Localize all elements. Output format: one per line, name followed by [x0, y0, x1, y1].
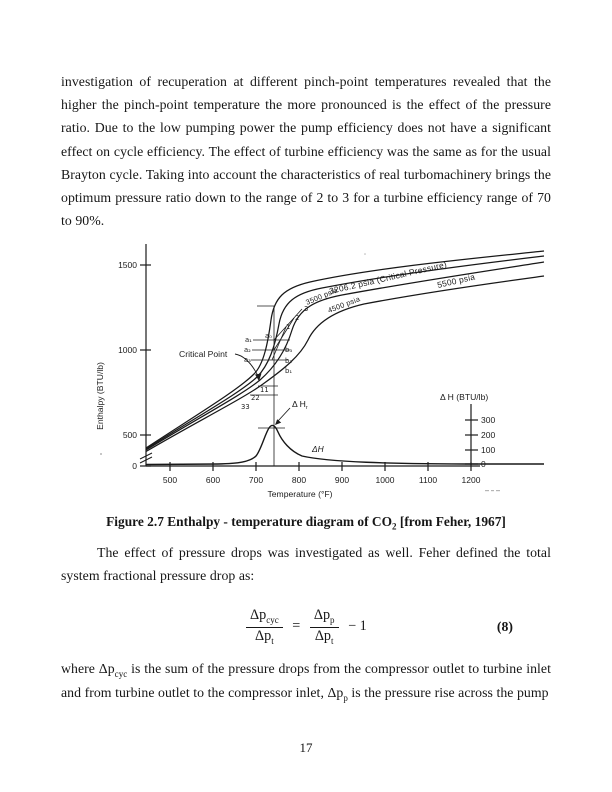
paragraph3-text: where — [61, 661, 99, 676]
x-axis-label: Temperature (°F) — [267, 489, 333, 499]
paragraph3-text-2: is the sum of the pressure drops from the compressor outlet to turbine inlet and from turbine outlet to the compressor inlet, — [61, 661, 551, 700]
y-tick-1500: 1500 — [118, 260, 137, 270]
point-33: 33 — [241, 403, 250, 411]
figure-caption — [61, 514, 551, 532]
curve-label-critical: 3206.2 psia (Critical Pressure) — [328, 259, 448, 296]
x-tick-1000: 1000 — [375, 475, 395, 485]
critical-point-label: Critical Point — [179, 349, 228, 359]
fraction-left-denominator: $\Delta p_t$ — [246, 627, 283, 647]
point-b3: b₃ — [285, 346, 293, 354]
x-tick-600: 600 — [205, 475, 221, 485]
point-b1: b₁ — [285, 367, 293, 375]
point-2: 2 — [295, 314, 300, 322]
body-paragraph-2: The effect of pressure drops was investigated as well. Feher defined the total system fractional pressure drop as: — [61, 545, 551, 584]
point-11: 11 — [260, 386, 269, 394]
point-a2: a₂ — [244, 346, 251, 354]
y-tick-1000: 1000 — [118, 345, 137, 355]
equation-number: (8) — [496, 619, 513, 634]
delta-hr-label: Δ $H_r$ — [292, 399, 308, 411]
equation-row — [61, 603, 551, 651]
point-a0: a₀ — [265, 332, 272, 340]
fraction-right-denominator: $\Delta p_t$ — [310, 627, 339, 647]
paragraph3-text-3: is the pressure rise across the pump — [347, 685, 549, 700]
body-paragraph-3 — [61, 657, 551, 705]
x-tick-900: 900 — [334, 475, 350, 485]
delta-p-cyc-symbol: Δp — [98, 661, 115, 676]
y2-tick-100: 100 — [481, 445, 496, 455]
y2-tick-300: 300 — [481, 415, 496, 425]
point-3: 3 — [304, 305, 309, 313]
equation-8 — [244, 607, 371, 646]
body-paragraph-1: investigation of recuperation at different pinch-point temperatures revealed that the higher the pinch-point temperature the more pronounced is the effect of the pressure ratio. Due to the low pumping power the pump efficiency does not have a significant effect on cycle efficiency. The effect of turbine efficiency was the same as for the usual Brayton cycle. Taking into account the characteristics of real turbomachinery brings the optimum pressure ratio down to the range of 2 to 3 for a turbine efficiency range of 70 to 90%. — [61, 74, 551, 229]
caption-text: Figure 2.7 Enthalpy - temperature diagram of CO — [106, 514, 393, 529]
page-number: 17 — [299, 740, 313, 755]
delta-hr-arrow — [275, 408, 290, 425]
delta-p-p-symbol: Δp — [327, 685, 344, 700]
curve-label-5500: 5500 psia — [436, 271, 477, 290]
minus-one-term: − 1 — [348, 618, 367, 635]
y-tick-0: 0 — [132, 461, 137, 471]
x-tick-1100: 1100 — [418, 475, 438, 485]
x-tick-800: 800 — [291, 475, 307, 485]
tie-lines — [250, 306, 302, 466]
y-tick-500: 500 — [122, 430, 137, 440]
x-tick-700: 700 — [248, 475, 264, 485]
equals-sign: = — [292, 618, 301, 635]
fraction-right — [310, 607, 339, 646]
x-tick-1200: 1200 — [461, 475, 481, 485]
curve-label-4500: 4500 psia — [326, 294, 362, 315]
y2-tick-200: 200 — [481, 430, 496, 440]
fraction-left-numerator: $\Delta p_{cyc}$ — [250, 607, 279, 626]
delta-h-label: ΔH — [312, 444, 324, 454]
y2-axis-label: Δ H (BTU/lb) — [440, 392, 489, 402]
delta-p-p-subscript: p — [343, 692, 348, 703]
y-axis-label: Enthalpy (BTU/lb) — [95, 362, 105, 430]
curve-label-3500: 3500 psia — [304, 285, 339, 307]
point-a3: a₃ — [244, 356, 251, 364]
point-a1: a₁ — [245, 336, 252, 344]
fraction-right-numerator: $\Delta p_p$ — [313, 607, 335, 626]
caption-subscript: 2 — [392, 521, 397, 532]
point-22: 22 — [251, 394, 260, 402]
y2-tick-0: 0 — [481, 459, 486, 469]
fraction-left — [246, 607, 283, 646]
delta-p-cyc-subscript: cyc — [114, 668, 128, 679]
x-tick-500: 500 — [162, 475, 178, 485]
enthalpy-temperature-chart — [88, 238, 548, 508]
point-1: 1 — [286, 323, 291, 331]
caption-text-suffix: [from Feher, 1967] — [396, 514, 506, 529]
point-b2: b₂ — [285, 357, 293, 365]
